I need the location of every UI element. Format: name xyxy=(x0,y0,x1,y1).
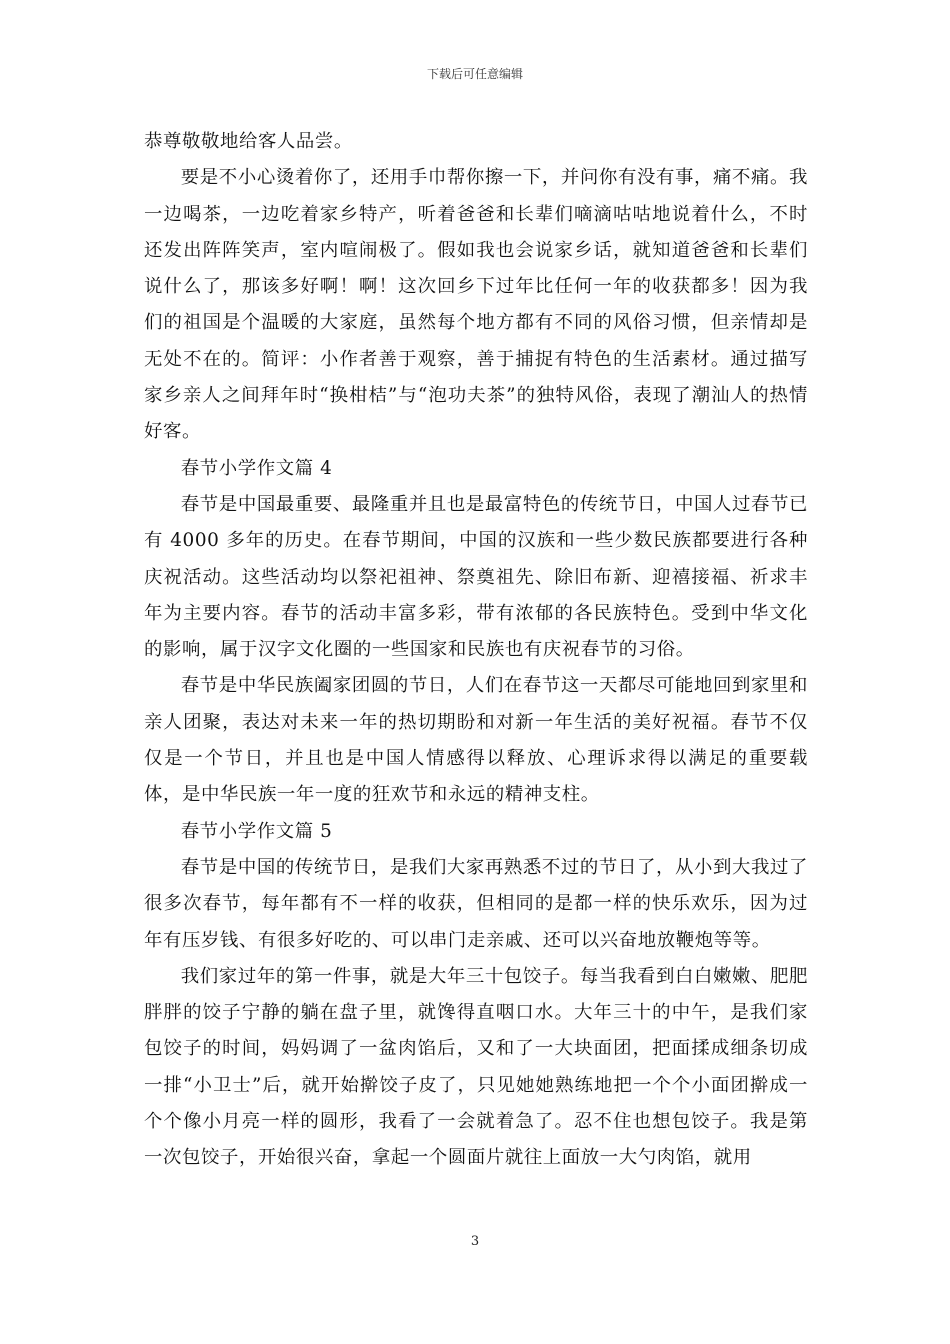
page-number: 3 xyxy=(470,1234,480,1249)
header-text: 下载后可任意编辑 xyxy=(426,67,523,81)
paragraph-traditional-festival: 春节是中国的传统节日，是我们大家再熟悉不过的节日了，从小到大我过了很多次春节，每年都有不一样的收获，但相同的是都一样的快乐欢乐，因为过年有压岁钱、有很多好吃的、可以串门走亲戚、还可以兴奋地放鞭炮等等。 xyxy=(144,856,808,951)
section-heading-4: 春节小学作文篇 4 xyxy=(180,457,333,479)
paragraph-family-reunion: 春节是中华民族阖家团圆的节日，人们在春节这一天都尽可能地回到家里和亲人团聚，表达对未来一年的热切期盼和对新一年生活的美好祝福。春节不仅仅是一个节日，并且也是中国人情感得以释放、心理诉求得以满足的重要载体，是中华民族一年一度的狂欢节和永远的精神支柱。 xyxy=(144,675,808,806)
paragraph-tea-story: 要是不小心烫着你了，还用手巾帮你擦一下，并问你有没有事，痛不痛。我一边喝茶，一边吃着家乡特产，听着爸爸和长辈们嘀滴咕咕地说着什么，不时还发出阵阵笑声，室内喧闹极了。假如我也会说家乡话，就知道爸爸和长辈们说什么了，那该多好啊！啊！这次回乡下过年比任何一年的收获都多！因为我们的祖国是个温暖的大家庭，虽然每个地方都有不同的风俗习惯，但亲情却是无处不在的。简评：小作者善于观察，善于捕捉有特色的生活素材。通过描写家乡亲人之间拜年时“换柑桔”与“泡功夫茶”的独特风俗，表现了潮汕人的热情好客。 xyxy=(144,167,808,443)
document-body xyxy=(144,124,808,1177)
paragraph-dumplings: 我们家过年的第一件事，就是大年三十包饺子。每当我看到白白嫩嫩、肥肥胖胖的饺子宁静的躺在盘子里，就馋得直咽口水。大年三十的中午，是我们家包饺子的时间，妈妈调了一盆肉馅后，又和了一大块面团，把面揉成细条切成一排“小卫士”后，就开始擀饺子皮了，只见她她熟练地把一个个小面团擀成一个个像小月亮一样的圆形，我看了一会就着急了。忍不住也想包饺子。我是第一次包饺子，开始很兴奋，拿起一个圆面片就往上面放一大勺肉馅，就用 xyxy=(144,965,808,1169)
paragraph-spring-festival-history: 春节是中国最重要、最隆重并且也是最富特色的传统节日，中国人过春节已有 4000 多年的历史。在春节期间，中国的汉族和一些少数民族都要进行各种庆祝活动。这些活动均以祭祀祖神、祭奠祖先、除旧布新、迎禧接福、祈求丰年为主要内容。春节的活动丰富多彩，带有浓郁的各民族特色。受到中华文化的影响，属于汉字文化圈的一些国家和民族也有庆祝春节的习俗。 xyxy=(144,493,808,661)
section-heading-5: 春节小学作文篇 5 xyxy=(180,820,333,842)
paragraph-continuation: 恭尊敬敬地给客人品尝。 xyxy=(144,131,353,152)
page-header xyxy=(0,66,950,82)
page-footer xyxy=(0,1234,950,1250)
